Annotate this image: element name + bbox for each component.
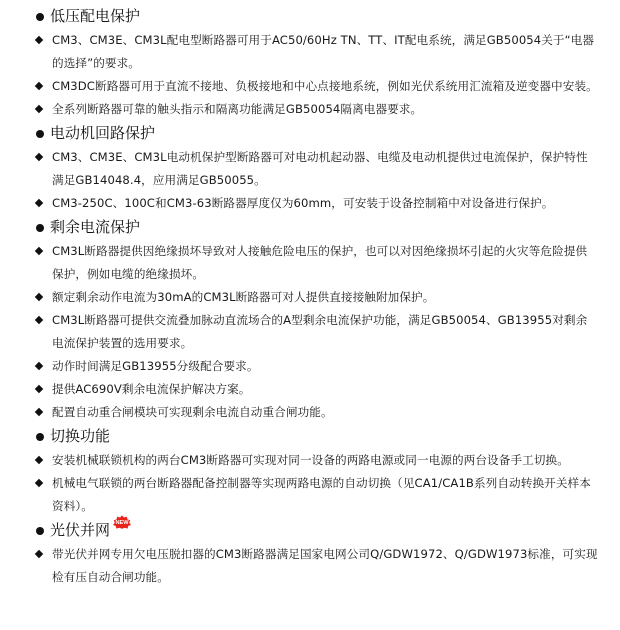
list-item [36,192,598,215]
list-item-text: CM3DC断路器可用于直流不接地、负极接地和中心点接地系统，例如光伏系统用汇流箱及逆变器中安装。 [52,79,598,93]
list-item-text: CM3-250C、100C和CM3-63断路器厚度仅为60mm，可安装于设备控制箱中对设备进行保护。 [52,196,554,210]
list-item-text: 额定剩余动作电流为30mA的CM3L断路器可对人提供直接接触附加保护。 [52,290,435,304]
section-heading [36,424,598,449]
section-title: 切换功能 [50,427,111,445]
list-item-text: CM3、CM3E、CM3L电动机保护型断路器可对电动机起动器、电缆及电动机提供过电流保护，保护特性满足GB14048.4，应用满足GB50055。 [52,150,588,187]
list-item-text: CM3L断路器提供因绝缘损坏导致对人接触危险电压的保护，也可以对因绝缘损坏引起的火灾等危险提供保护，例如电缆的绝缘损坏。 [52,244,588,281]
diamond-bullet-icon [35,550,43,558]
new-badge-label: NEW [115,519,129,526]
list-item-text: CM3L断路器可提供交流叠加脉动直流场合的A型剩余电流保护功能，满足GB50054、GB13955对剩余电流保护装置的选用要求。 [52,313,588,350]
section-title: 剩余电流保护 [50,218,141,236]
diamond-bullet-icon [35,385,43,393]
diamond-bullet-icon [35,293,43,301]
list-item-text: CM3、CM3E、CM3L配电型断路器可用于AC50/60Hz TN、TT、IT配电系统，满足GB50054关于“电器的选择”的要求。 [52,33,595,70]
list-item [36,146,598,192]
section-title: 低压配电保护 [50,7,141,25]
diamond-bullet-icon [35,105,43,113]
list-item [36,75,598,98]
diamond-bullet-icon [35,82,43,90]
list-item-text: 动作时间满足GB13955分级配合要求。 [52,359,259,373]
section-heading [36,121,598,146]
list-item [36,449,598,472]
list-item [36,401,598,424]
list-item-text: 机械电气联锁的两台断路器配备控制器等实现两路电源的自动切换（见CA1/CA1B系列自动转换开关样本资料）。 [52,476,591,513]
bullet-dot-icon [36,433,44,441]
list-item-text: 配置自动重合闸模块可实现剩余电流自动重合闸功能。 [52,405,333,419]
list-item [36,240,598,286]
diamond-bullet-icon [35,479,43,487]
list-item [36,309,598,355]
section-heading [36,215,598,240]
list-item-text: 安装机械联锁机构的两台CM3断路器可实现对同一设备的两路电源或同一电源的两台设备手工切换。 [52,453,569,467]
diamond-bullet-icon [35,362,43,370]
list-item [36,378,598,401]
list-item [36,98,598,121]
new-badge-icon [112,515,132,529]
section-heading [36,4,598,29]
bullet-dot-icon [36,224,44,232]
list-item [36,472,598,518]
list-item [36,286,598,309]
document [36,4,598,589]
list-item-text: 带光伏并网专用欠电压脱扣器的CM3断路器满足国家电网公司Q/GDW1972、Q/GDW1973标准，可实现检有压自动合闸功能。 [52,547,598,584]
list-item [36,543,598,589]
list-item-text: 提供AC690V剩余电流保护解决方案。 [52,382,251,396]
diamond-bullet-icon [35,408,43,416]
section-title: 电动机回路保护 [50,124,156,142]
list-item-text: 全系列断路器可靠的触头指示和隔离功能满足GB50054隔离电器要求。 [52,102,423,116]
list-item [36,29,598,75]
diamond-bullet-icon [35,456,43,464]
bullet-dot-icon [36,13,44,21]
section-heading [36,518,598,543]
diamond-bullet-icon [35,153,43,161]
list-item [36,355,598,378]
section-title: 光伏并网 [50,521,111,539]
bullet-dot-icon [36,527,44,535]
bullet-dot-icon [36,130,44,138]
diamond-bullet-icon [35,247,43,255]
diamond-bullet-icon [35,316,43,324]
diamond-bullet-icon [35,36,43,44]
diamond-bullet-icon [35,199,43,207]
